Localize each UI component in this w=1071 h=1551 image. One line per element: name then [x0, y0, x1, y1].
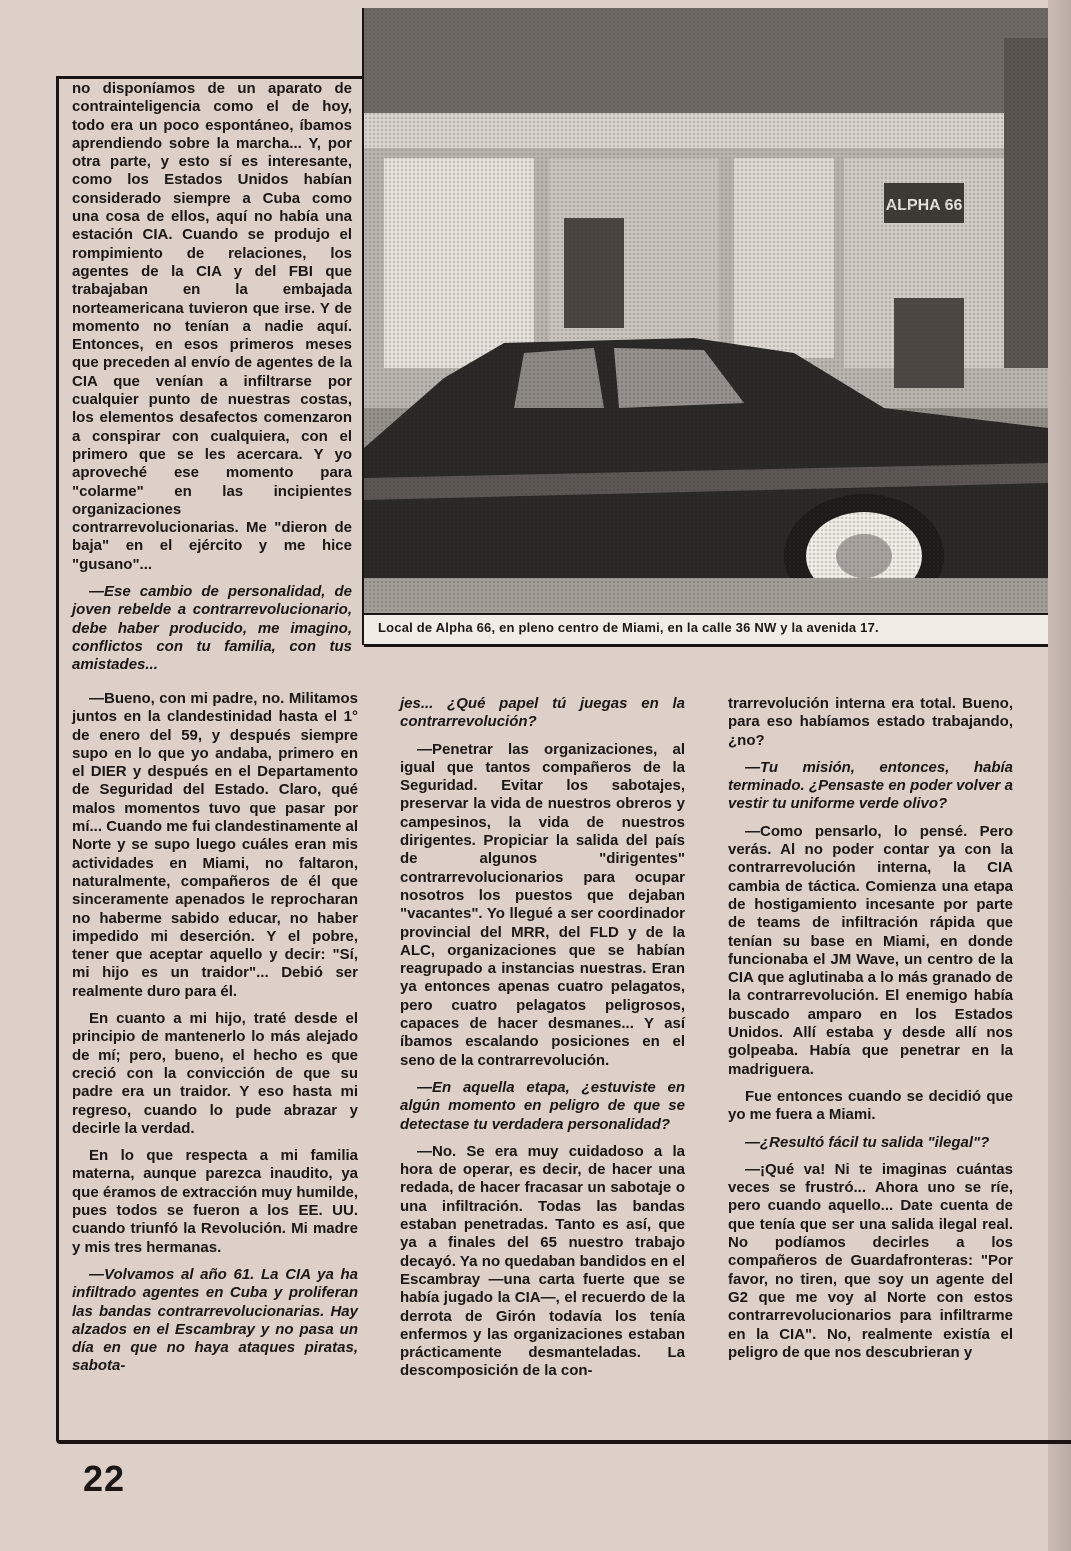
paragraph: En lo que respecta a mi familia materna, aunque parezca inaudito, ya que éramos de extracción muy humilde, pues todos se fueron a los EE. UU. cuando triunfó la Revolución. Mi madre y mis tres hermanas.: [72, 1147, 358, 1256]
column-3: [728, 695, 1013, 1371]
alpha66-storefront-photo: [364, 8, 1048, 613]
paragraph: Fue entonces cuando se decidió que yo me fuera a Miami.: [728, 1087, 1013, 1124]
paragraph: trarrevolución interna era total. Bueno, para eso habíamos estado trabajando, ¿no?: [728, 695, 1013, 749]
paragraph: —Bueno, con mi padre, no. Militamos juntos en la clandestinidad hasta el 1° de enero del 59, y después siempre supo en lo que yo andaba, primero en el DIER y después en el Departamento de Seguridad del Estado. Claro, qué malos momentos tuvo que pasar por mí... Cuando me fui clandestinamente al Norte y se supo luego cuáles eran mis actividades en Miami, no faltaron, naturalmente, compañeros de él que sinceramente apenados le reprocharan no haberme sabido educar, no haber impedido mi deserción. Y el pobre, tener que aceptar aquello y decir: "Sí, mi hijo es un traidor"... Debió ser realmente duro para él.: [72, 690, 358, 1000]
interview-question: —Tu misión, entonces, había terminado. ¿Pensaste en poder volver a vestir tu uniforme verde olivo?: [728, 758, 1013, 813]
page-number: 22: [83, 1458, 126, 1499]
frame-left-rule: [56, 76, 59, 1440]
column-1-top: [72, 80, 352, 684]
page-edge-shadow: [1048, 0, 1071, 1551]
photo-caption: Local de Alpha 66, en pleno centro de Miami, en la calle 36 NW y la avenida 17.: [378, 620, 879, 635]
column-1-bottom: [72, 690, 358, 1385]
column-2: [400, 695, 685, 1390]
paragraph: —Penetrar las organizaciones, al igual que tantos compañeros de la Seguridad. Evitar los sabotajes, preservar la vida de nuestros obreros y campesinos, la vida de nuestros dirigentes. Propiciar la salida del país de algunos "dirigentes" contrarrevolucionarios para ocupar nosotros los puestos que dejaban "vacantes". Yo llegué a ser coordinador provincial del MRR, del FLD y de la ALC, organizaciones que se habían reagrupado a instancias nuestras. Eran ya entonces apenas cuatro pelagatos, pero cuatro pelagatos peligrosos, capaces de hacer desmanes... Y así íbamos escalando posiciones en el seno de la contrarrevolución.: [400, 740, 685, 1069]
frame-top-rule: [56, 76, 366, 79]
interview-question: jes... ¿Qué papel tú juegas en la contrarrevolución?: [400, 695, 685, 731]
paragraph: —¡Qué va! Ni te imaginas cuántas veces se frustró... Ahora uno se ríe, pero cuando aquello... Date cuenta de que tenía que ser una salida ilegal real. No podíamos decirles a los compañeros de Guardafronteras: "Por favor, no tiren, que soy un agente del G2 que me voy al Norte con estos contrarrevolucionarios para infiltrarme en la CIA". No, realmente existía el peligro de que nos descubrieran y: [728, 1160, 1013, 1361]
paragraph: En cuanto a mi hijo, traté desde el principio de mantenerlo lo más alejado de mí; pero, bueno, el hecho es que creció con la convicción de que su padre era un traidor. Y eso hasta mi regreso, cuando lo pude abrazar y decirle la verdad.: [72, 1010, 358, 1137]
frame-bottom-rule: [56, 1440, 1071, 1444]
interview-question: —En aquella etapa, ¿estuviste en algún momento en peligro de que se detectase tu verdadera personalidad?: [400, 1078, 685, 1133]
paragraph: —Como pensarlo, lo pensé. Pero verás. Al no poder contar ya con la contrarrevolución interna, la CIA cambia de táctica. Comienza una etapa de hostigamiento incesante por parte de teams de infiltración rápida que tenían su base en Miami, en donde funcionaba el JM Wave, un centro de la CIA que aglutinaba a lo más granado de la contrarrevolución. El enemigo había buscado amparo en los Estados Unidos. Allí estaba y desde allí nos golpeaba. Había que penetrar en la madriguera.: [728, 822, 1013, 1078]
paragraph: no disponíamos de un aparato de contrainteligencia como el de hoy, todo era un poco espontáneo, íbamos aprendiendo sobre la marcha... Y, por otra parte, y esto sí es interesante, como los Estados Unidos habían considerado siempre a Cuba como una cosa de ellos, aquí no había una estación CIA. Cuando se produjo el rompimiento de relaciones, los agentes de la CIA y del FBI que trabajaban en la embajada norteamericana tuvieron que irse. Y de momento no tenían a nadie aquí. Entonces, en esos primeros meses que preceden al envío de agentes de la CIA que venían a infiltrarse por cualquier punto de nuestras costas, los elementos desafectos comenzaron a conspirar con cualquiera, con el primero que se les acercara. Y yo aproveché ese momento para "colarme" en las incipientes organizaciones contrarrevolucionarias. Me "dieron de baja" en el ejército y me hice "gusano"...: [72, 80, 352, 573]
interview-question: —Ese cambio de personalidad, de joven rebelde a contrarrevolucionario, debe haber producido, me imagino, conflictos con tu familia, con tus amistades...: [72, 583, 352, 674]
interview-question: —¿Resultó fácil tu salida "ilegal"?: [745, 1133, 990, 1151]
paragraph: —No. Se era muy cuidadoso a la hora de operar, es decir, de hacer una redada, de hacer fracasar un sabotaje o una infiltración. Todas las bandas estaban penetradas. Tanto es así, que ya a finales del 65 nuestro trabajo decayó. Ya no quedaban bandidos en el Escambray —una carta fuerte que se había jugado la CIA—, el recuerdo de la derrota de Girón todavía los tenía enfermos y las organizaciones estaban prácticamente desmanteladas. La descomposición de la con-: [400, 1142, 685, 1380]
storefront-illustration: [364, 8, 1048, 613]
interview-question: —Volvamos al año 61. La CIA ya ha infiltrado agentes en Cuba y proliferan las bandas contrarrevolucionarias. Hay alzados en el Escambray y no pasa un día en que no haya ataques piratas, sabota-: [72, 1265, 358, 1375]
